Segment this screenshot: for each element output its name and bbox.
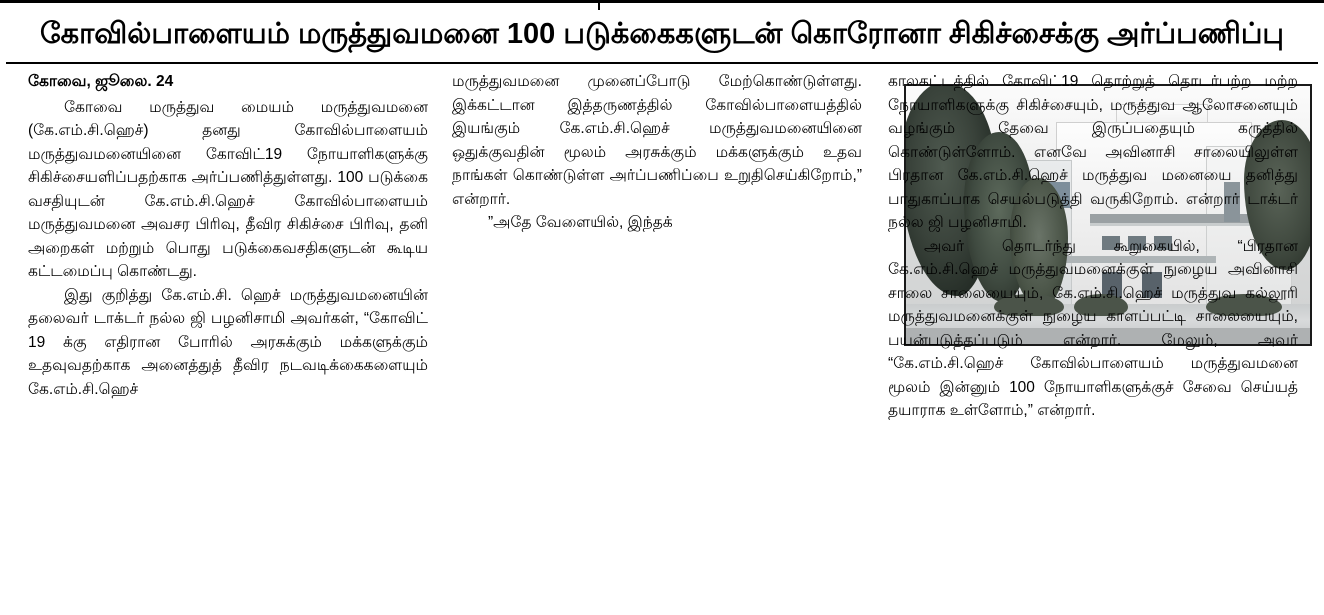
dateline: கோவை, ஜூலை. 24	[28, 73, 174, 90]
paragraph: இது குறித்து கே.எம்.சி. ஹெச் மருத்துவமனையின் தலைவர் டாக்டர் நல்ல ஜி பழனிசாமி அவர்கள், “கோவிட் 19 க்கு எதிரான போரில் அரசுக்கும் மக்களுக்கும் உதவுவதற்காக அனைத்துத் தீவிர நடவடிக்கைகளையும் கே.எம்.சி.ஹெச்	[28, 286, 428, 398]
article-column-1	[28, 70, 428, 401]
page-title: கோவில்பாளையம் மருத்துவமனை 100 படுக்கைகளுடன் கொரோனா சிகிச்சைக்கு அர்ப்பணிப்பு	[40, 18, 1284, 50]
article-column-2	[452, 70, 862, 235]
article-columns	[0, 70, 1324, 615]
article-column-3	[888, 70, 1298, 423]
top-rule-right	[600, 0, 1324, 3]
top-rule-left	[0, 0, 598, 3]
paragraph: மருத்துவமனை முனைப்போடு மேற்கொண்டுள்ளது. இக்கட்டான இத்தருணத்தில் கோவில்பாளையத்தில் இயங்கும் கே.எம்.சி.ஹெச் மருத்துவமனையினை ஒதுக்குவதின் மூலம் அரசுக்கும் மக்களுக்கும் உதவ நாங்கள் கொண்டுள்ள அர்ப்பணிப்பை உறுதிசெய்கிறோம்,” என்றார்.	[452, 73, 862, 208]
paragraph: ”அதே வேளையில், இந்தக்	[488, 214, 673, 231]
headline-underline	[6, 62, 1318, 64]
paragraph: காலகட்டத்தில் கோவிட்19 தொற்றுத் தொடர்பற்ற மற்ற நோயாளிகளுக்கு சிகிச்சையும், மருத்துவ ஆலோசனையும் வழங்கும் தேவை இருப்பதையும் கருத்தில் கொண்டுள்ளோம். எனவே அவினாசி சாலையிலுள்ள பிரதான கே.எம்.சி.ஹெச் மருத்துவ மனையை தனித்து பாதுகாப்பாக செயல்படுத்தி வருகிறோம். என்றார் டாக்டர் நல்ல ஜி பழனிசாமி.	[888, 73, 1298, 231]
paragraph: கோவை மருத்துவ மையம் மருத்துவமனை (கே.எம்.சி.ஹெச்) தனது கோவில்பாளையம் மருத்துவமனையினை கோவிட்19 நோயாளிகளுக்கு சிகிச்சையளிப்பதற்காக அர்ப்பணித்துள்ளது. 100 படுக்கை வசதியுடன் கே.எம்.சி.ஹெச் கோவில்பாளையம் மருத்துவமனை அவசர பிரிவு, தீவிர சிகிச்சை பிரிவு, தனி அறைகள் மற்றும் பொது படுக்கைவசதிகளுடன் கூடிய கட்டமைப்பு கொண்டது.	[28, 98, 428, 280]
headline-band	[0, 14, 1324, 58]
paragraph: அவர் தொடர்ந்து கூறுகையில், “பிரதான கே.எம்.சி.ஹெச் மருத்துவமனைக்குள் நுழைய அவினாசி சாலை சாலையையும், கே.எம்.சி.ஹெச் மருத்துவ கல்லூரி மருத்துவமனைக்குள் நுழைய காளப்பட்டி சாலையையும், பயன்படுத்தப்படும் என்றார். மேலும், அவர் “கே.எம்.சி.ஹெச் கோவில்பாளையம் மருத்துவமனை மூலம் இன்னும் 100 நோயாளிகளுக்குச் சேவை செய்யத் தயாராக உள்ளோம்,” என்றார்.	[888, 237, 1298, 419]
